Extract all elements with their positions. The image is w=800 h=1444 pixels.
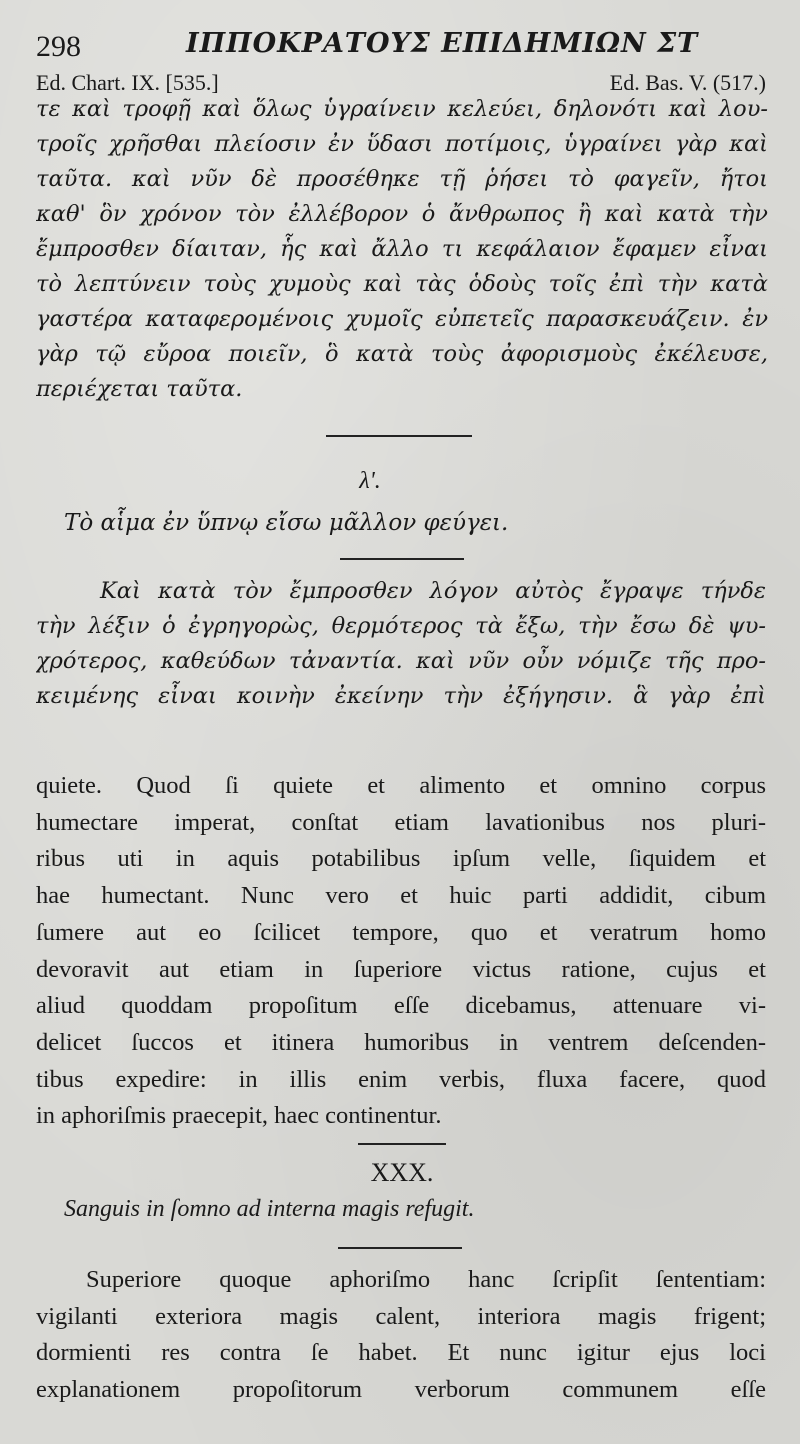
latin-commentary-paragraph — [36, 768, 766, 1135]
edition-reference-chartier: Ed. Chart. IX. [535.] — [36, 70, 219, 95]
section-divider — [326, 435, 472, 437]
latin-section-number: XXX. — [370, 1158, 434, 1187]
latin-commentary-paragraph — [36, 1262, 766, 1409]
greek-commentary-paragraph — [36, 574, 766, 714]
greek-aphorism: Τὸ αἷμα ἐν ὕπνῳ εἴσω μᾶλλον φεύγει. — [64, 510, 509, 536]
text-line: κειμένης εἶναι κοινὴν ἐκείνην τὴν ἐξήγησιν. ἃ γὰρ ἐπὶ — [36, 683, 766, 709]
text-line: ſumere aut eo ſcilicet tempore, quo et veratrum homo — [36, 918, 766, 946]
text-line: τροῖς χρῆσθαι πλείοσιν ἐν ὕδασι ποτίμοις, ὑγραίνει γὰρ καὶ — [36, 131, 768, 157]
text-line: χρότερος, καθεύδων τἀναντία. καὶ νῦν οὖν νόμιζε τῆς προ- — [36, 648, 766, 674]
latin-aphorism: Sanguis in ſomno ad interna magis refugit. — [64, 1196, 475, 1222]
text-line: ribus uti in aquis potabilibus ipſum velle, ſiquidem et — [36, 845, 766, 873]
text-line: ταῦτα. καὶ νῦν δὲ προσέθηκε τῇ ῥήσει τὸ φαγεῖν, ἤτοι — [36, 166, 768, 192]
text-line: ἔμπροσθεν δίαιταν, ἧς καὶ ἄλλο τι κεφάλαιον ἔφαμεν εἶναι — [36, 236, 768, 262]
text-line: περιέχεται ταῦτα. — [36, 376, 243, 402]
text-line: dormienti res contra ſe habet. Et nunc igitur ejus loci — [36, 1339, 766, 1367]
text-line: explanationem propoſitorum verborum communem eſſe — [36, 1376, 766, 1404]
section-divider — [358, 1143, 446, 1145]
text-line: tibus expedire: in illis enim verbis, fluxa facere, quod — [36, 1065, 766, 1093]
text-line: τὸ λεπτύνειν τοὺς χυμοὺς καὶ τὰς ὁδοὺς τοῖς ἐπὶ τὴν κατὰ — [36, 271, 768, 297]
text-line: aliud quoddam propoſitum eſſe dicebamus, attenuare vi- — [36, 992, 766, 1020]
greek-commentary-paragraph — [36, 92, 768, 407]
text-line: hae humectant. Nunc vero et huic parti addidit, cibum — [36, 882, 766, 910]
text-line: Καὶ κατὰ τὸν ἔμπροσθεν λόγον αὐτὸς ἔγραψε τήνδε — [100, 578, 766, 604]
text-line: delicet ſuccos et itinera humoribus in ventrem deſcenden- — [36, 1028, 766, 1056]
edition-reference-basel: Ed. Bas. V. (517.) — [609, 70, 766, 95]
section-divider — [340, 558, 464, 560]
text-line: καθ' ὃν χρόνον τὸν ἐλλέβορον ὁ ἄνθρωπος ἢ καὶ κατὰ τὴν — [36, 201, 768, 227]
text-line: vigilanti exteriora magis calent, interiora magis frigent; — [36, 1302, 766, 1330]
page-number: 298 — [36, 30, 81, 63]
greek-section-number: λ'. — [359, 468, 381, 494]
text-line: humectare imperat, conſtat etiam lavationibus nos pluri- — [36, 808, 766, 836]
running-title: ΙΠΠΟΚΡΑΤΟΥΣ ΕΠΙΔΗΜΙΩΝ ΣΤ — [186, 28, 699, 59]
section-divider — [338, 1247, 462, 1249]
text-line: γὰρ τῷ εὔροα ποιεῖν, ὃ κατὰ τοὺς ἀφορισμοὺς ἐκέλευσε, — [36, 341, 768, 367]
text-line: Superiore quoque aphoriſmo hanc ſcripſit ſententiam: — [86, 1266, 766, 1293]
text-line: γαστέρα καταφερομένοις χυμοῖς εὐπετεῖς παρασκευάζειν. ἐν — [36, 306, 768, 332]
text-line: devoravit aut etiam in ſuperiore victus ratione, cujus et — [36, 955, 766, 983]
text-line: quiete. Quod ſi quiete et alimento et omnino corpus — [36, 772, 766, 799]
text-line: τε καὶ τροφῇ καὶ ὅλως ὑγραίνειν κελεύει, δηλονότι καὶ λου- — [36, 96, 768, 122]
text-line: in aphoriſmis praecepit, haec continentur. — [36, 1102, 442, 1130]
text-line: τὴν λέξιν ὁ ἐγρηγορὼς, θερμότερος τὰ ἔξω, τὴν ἔσω δὲ ψυ- — [36, 613, 766, 639]
page-header — [36, 22, 776, 66]
